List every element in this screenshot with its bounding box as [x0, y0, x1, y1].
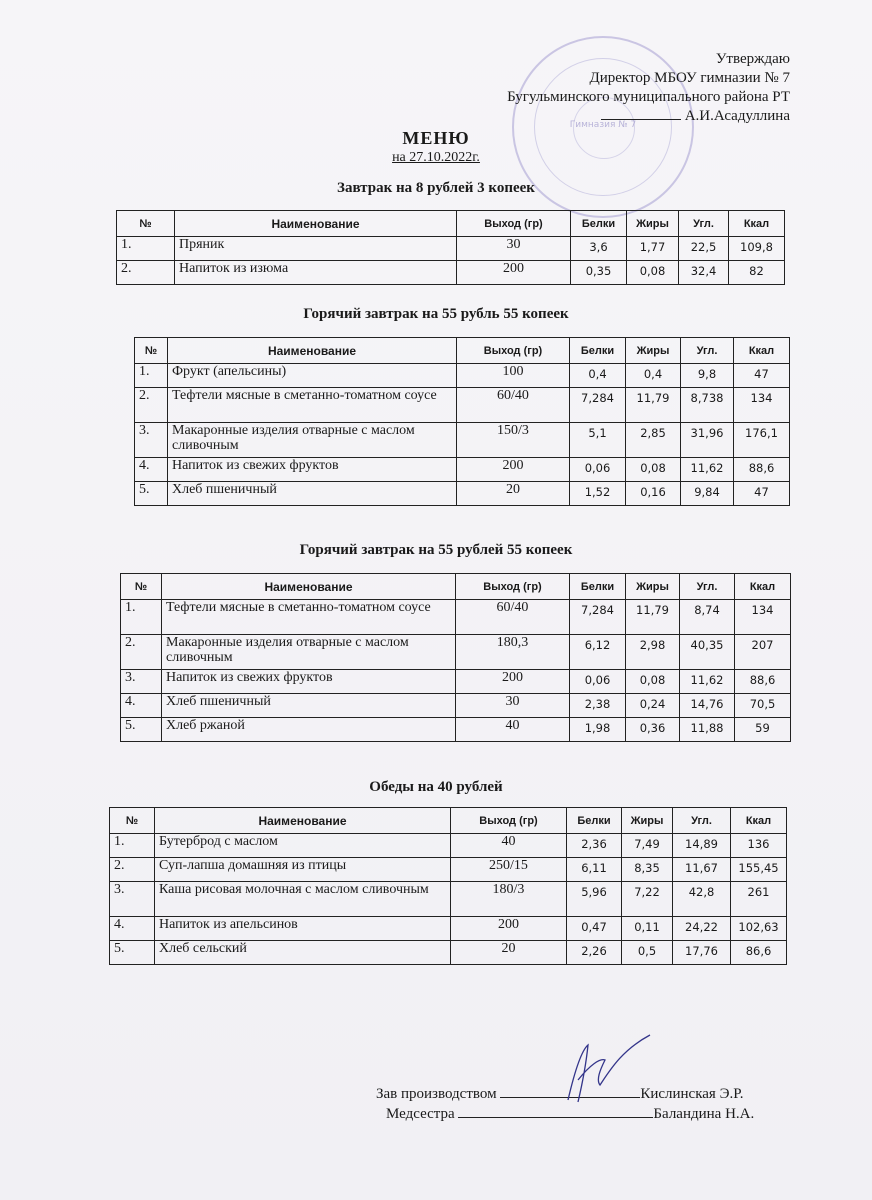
cell-out: 40 — [456, 718, 570, 742]
cell-c: 11,88 — [680, 718, 735, 742]
cell-c: 24,22 — [673, 917, 731, 941]
approval-line-3: Бугульминского муниципального района РТ — [507, 89, 790, 105]
menu-table — [116, 210, 785, 285]
cell-k: 134 — [735, 600, 791, 635]
column-header-k: Ккал — [731, 808, 787, 834]
cell-b: 1,98 — [570, 718, 626, 742]
cell-c: 42,8 — [673, 882, 731, 917]
cell-k: 261 — [731, 882, 787, 917]
cell-out: 150/3 — [457, 423, 570, 458]
column-header-num: № — [135, 338, 168, 364]
table-row — [121, 694, 791, 718]
cell-k: 102,63 — [731, 917, 787, 941]
cell-name: Напиток из свежих фруктов — [168, 458, 457, 482]
cell-k: 82 — [729, 261, 785, 285]
table-row — [110, 917, 787, 941]
cell-out: 180,3 — [456, 635, 570, 670]
section-title: Горячий завтрак на 55 рубль 55 копеек — [303, 306, 569, 322]
cell-f: 0,08 — [626, 458, 681, 482]
production-name: Кислинская Э.Р. — [640, 1086, 744, 1102]
cell-num: 2. — [117, 261, 175, 285]
cell-num: 2. — [121, 635, 162, 670]
cell-b: 2,36 — [567, 834, 622, 858]
cell-f: 0,36 — [626, 718, 680, 742]
column-header-f: Жиры — [622, 808, 673, 834]
column-header-b: Белки — [571, 211, 627, 237]
production-label: Зав производством — [376, 1086, 497, 1102]
cell-b: 0,06 — [570, 670, 626, 694]
cell-k: 136 — [731, 834, 787, 858]
cell-out: 40 — [451, 834, 567, 858]
cell-c: 32,4 — [679, 261, 729, 285]
cell-b: 0,06 — [570, 458, 626, 482]
cell-c: 14,76 — [680, 694, 735, 718]
cell-k: 47 — [734, 482, 790, 506]
table-row — [135, 364, 790, 388]
table-row — [117, 261, 785, 285]
cell-f: 7,49 — [622, 834, 673, 858]
cell-k: 109,8 — [729, 237, 785, 261]
cell-num: 3. — [135, 423, 168, 458]
cell-k: 134 — [734, 388, 790, 423]
approval-line-4 — [507, 107, 790, 126]
cell-name: Тефтели мясные в сметанно-томатном соусе — [168, 388, 457, 423]
cell-f: 0,24 — [626, 694, 680, 718]
cell-f: 11,79 — [626, 388, 681, 423]
cell-k: 207 — [735, 635, 791, 670]
table-row — [110, 941, 787, 965]
table-row — [135, 458, 790, 482]
cell-b: 7,284 — [570, 600, 626, 635]
cell-out: 60/40 — [457, 388, 570, 423]
cell-out: 60/40 — [456, 600, 570, 635]
cell-name: Хлеб пшеничный — [162, 694, 456, 718]
cell-num: 5. — [110, 941, 155, 965]
cell-f: 0,4 — [626, 364, 681, 388]
approval-line-2: Директор МБОУ гимназии № 7 — [589, 70, 790, 86]
cell-name: Тефтели мясные в сметанно-томатном соусе — [162, 600, 456, 635]
cell-name: Макаронные изделия отварные с маслом сливочным — [162, 635, 456, 670]
cell-name: Напиток из апельсинов — [155, 917, 451, 941]
nurse-name: Баландина Н.А. — [653, 1106, 755, 1122]
cell-name: Бутерброд с маслом — [155, 834, 451, 858]
cell-num: 4. — [135, 458, 168, 482]
column-header-out: Выход (гр) — [457, 211, 571, 237]
stamp-text: Гимназия № 7 — [569, 120, 637, 130]
column-header-b: Белки — [570, 338, 626, 364]
cell-num: 1. — [117, 237, 175, 261]
cell-f: 0,11 — [622, 917, 673, 941]
cell-name: Фрукт (апельсины) — [168, 364, 457, 388]
menu-table — [120, 573, 791, 742]
cell-f: 11,79 — [626, 600, 680, 635]
cell-num: 1. — [135, 364, 168, 388]
column-header-name: Наименование — [155, 808, 451, 834]
cell-c: 31,96 — [681, 423, 734, 458]
table-row — [110, 834, 787, 858]
cell-k: 155,45 — [731, 858, 787, 882]
cell-b: 2,26 — [567, 941, 622, 965]
cell-c: 11,67 — [673, 858, 731, 882]
column-header-b: Белки — [567, 808, 622, 834]
cell-out: 20 — [457, 482, 570, 506]
cell-name: Пряник — [175, 237, 457, 261]
cell-num: 3. — [121, 670, 162, 694]
menu-table — [109, 807, 787, 965]
cell-c: 11,62 — [681, 458, 734, 482]
menu-date: на 27.10.2022г. — [392, 150, 480, 165]
table-row — [110, 882, 787, 917]
table-row — [135, 388, 790, 423]
cell-num: 4. — [121, 694, 162, 718]
cell-b: 7,284 — [570, 388, 626, 423]
approval-block — [507, 50, 790, 126]
column-header-f: Жиры — [627, 211, 679, 237]
column-header-c: Угл. — [681, 338, 734, 364]
table-row — [121, 718, 791, 742]
cell-name: Напиток из свежих фруктов — [162, 670, 456, 694]
cell-num: 4. — [110, 917, 155, 941]
cell-num: 2. — [135, 388, 168, 423]
column-header-c: Угл. — [679, 211, 729, 237]
cell-c: 17,76 — [673, 941, 731, 965]
cell-name: Макаронные изделия отварные с маслом сливочным — [168, 423, 457, 458]
cell-k: 176,1 — [734, 423, 790, 458]
cell-out: 200 — [451, 917, 567, 941]
nurse-label: Медсестра — [386, 1106, 455, 1122]
column-header-out: Выход (гр) — [457, 338, 570, 364]
cell-f: 2,98 — [626, 635, 680, 670]
cell-c: 8,738 — [681, 388, 734, 423]
cell-c: 22,5 — [679, 237, 729, 261]
cell-f: 1,77 — [627, 237, 679, 261]
table-row — [135, 482, 790, 506]
column-header-k: Ккал — [735, 574, 791, 600]
column-header-k: Ккал — [734, 338, 790, 364]
cell-out: 180/3 — [451, 882, 567, 917]
column-header-num: № — [117, 211, 175, 237]
column-header-num: № — [110, 808, 155, 834]
approval-signature-line — [601, 119, 681, 120]
nurse-signature-line — [458, 1117, 653, 1118]
column-header-out: Выход (гр) — [451, 808, 567, 834]
cell-out: 200 — [457, 261, 571, 285]
column-header-c: Угл. — [680, 574, 735, 600]
section-title: Завтрак на 8 рублей 3 копеек — [337, 180, 535, 196]
cell-num: 5. — [121, 718, 162, 742]
cell-num: 1. — [121, 600, 162, 635]
cell-b: 2,38 — [570, 694, 626, 718]
cell-b: 6,11 — [567, 858, 622, 882]
cell-f: 0,08 — [627, 261, 679, 285]
menu-table — [134, 337, 790, 506]
handwritten-signature — [560, 1030, 660, 1110]
cell-name: Хлеб ржаной — [162, 718, 456, 742]
cell-f: 8,35 — [622, 858, 673, 882]
cell-out: 250/15 — [451, 858, 567, 882]
cell-name: Напиток из изюма — [175, 261, 457, 285]
cell-k: 88,6 — [734, 458, 790, 482]
cell-b: 1,52 — [570, 482, 626, 506]
cell-num: 2. — [110, 858, 155, 882]
approval-line-1: Утверждаю — [715, 51, 790, 67]
table-header-row — [110, 808, 787, 834]
cell-k: 70,5 — [735, 694, 791, 718]
section-title: Горячий завтрак на 55 рублей 55 копеек — [299, 542, 573, 558]
cell-b: 0,35 — [571, 261, 627, 285]
table-row — [121, 600, 791, 635]
cell-name: Хлеб сельский — [155, 941, 451, 965]
cell-c: 11,62 — [680, 670, 735, 694]
table-header-row — [121, 574, 791, 600]
cell-c: 8,74 — [680, 600, 735, 635]
cell-num: 1. — [110, 834, 155, 858]
cell-c: 14,89 — [673, 834, 731, 858]
column-header-b: Белки — [570, 574, 626, 600]
cell-f: 2,85 — [626, 423, 681, 458]
column-header-num: № — [121, 574, 162, 600]
cell-b: 0,47 — [567, 917, 622, 941]
cell-out: 20 — [451, 941, 567, 965]
column-header-name: Наименование — [175, 211, 457, 237]
column-header-out: Выход (гр) — [456, 574, 570, 600]
column-header-c: Угл. — [673, 808, 731, 834]
cell-f: 0,08 — [626, 670, 680, 694]
table-row — [117, 237, 785, 261]
cell-f: 0,5 — [622, 941, 673, 965]
cell-k: 47 — [734, 364, 790, 388]
cell-out: 30 — [457, 237, 571, 261]
director-name: А.И.Асадуллина — [684, 108, 790, 124]
cell-c: 40,35 — [680, 635, 735, 670]
cell-out: 200 — [457, 458, 570, 482]
table-row — [135, 423, 790, 458]
cell-name: Хлеб пшеничный — [168, 482, 457, 506]
table-header-row — [135, 338, 790, 364]
menu-title: МЕНЮ — [402, 128, 470, 148]
column-header-k: Ккал — [729, 211, 785, 237]
cell-f: 7,22 — [622, 882, 673, 917]
cell-f: 0,16 — [626, 482, 681, 506]
section-title: Обеды на 40 рублей — [369, 779, 503, 795]
cell-b: 6,12 — [570, 635, 626, 670]
cell-out: 200 — [456, 670, 570, 694]
table-header-row — [117, 211, 785, 237]
cell-k: 88,6 — [735, 670, 791, 694]
cell-b: 3,6 — [571, 237, 627, 261]
cell-k: 59 — [735, 718, 791, 742]
cell-b: 0,4 — [570, 364, 626, 388]
column-header-name: Наименование — [162, 574, 456, 600]
cell-num: 3. — [110, 882, 155, 917]
cell-out: 100 — [457, 364, 570, 388]
cell-num: 5. — [135, 482, 168, 506]
cell-name: Каша рисовая молочная с маслом сливочным — [155, 882, 451, 917]
cell-b: 5,1 — [570, 423, 626, 458]
table-row — [121, 635, 791, 670]
table-row — [121, 670, 791, 694]
cell-c: 9,84 — [681, 482, 734, 506]
cell-out: 30 — [456, 694, 570, 718]
column-header-f: Жиры — [626, 574, 680, 600]
column-header-name: Наименование — [168, 338, 457, 364]
cell-k: 86,6 — [731, 941, 787, 965]
cell-name: Суп-лапша домашняя из птицы — [155, 858, 451, 882]
cell-c: 9,8 — [681, 364, 734, 388]
table-row — [110, 858, 787, 882]
cell-b: 5,96 — [567, 882, 622, 917]
column-header-f: Жиры — [626, 338, 681, 364]
